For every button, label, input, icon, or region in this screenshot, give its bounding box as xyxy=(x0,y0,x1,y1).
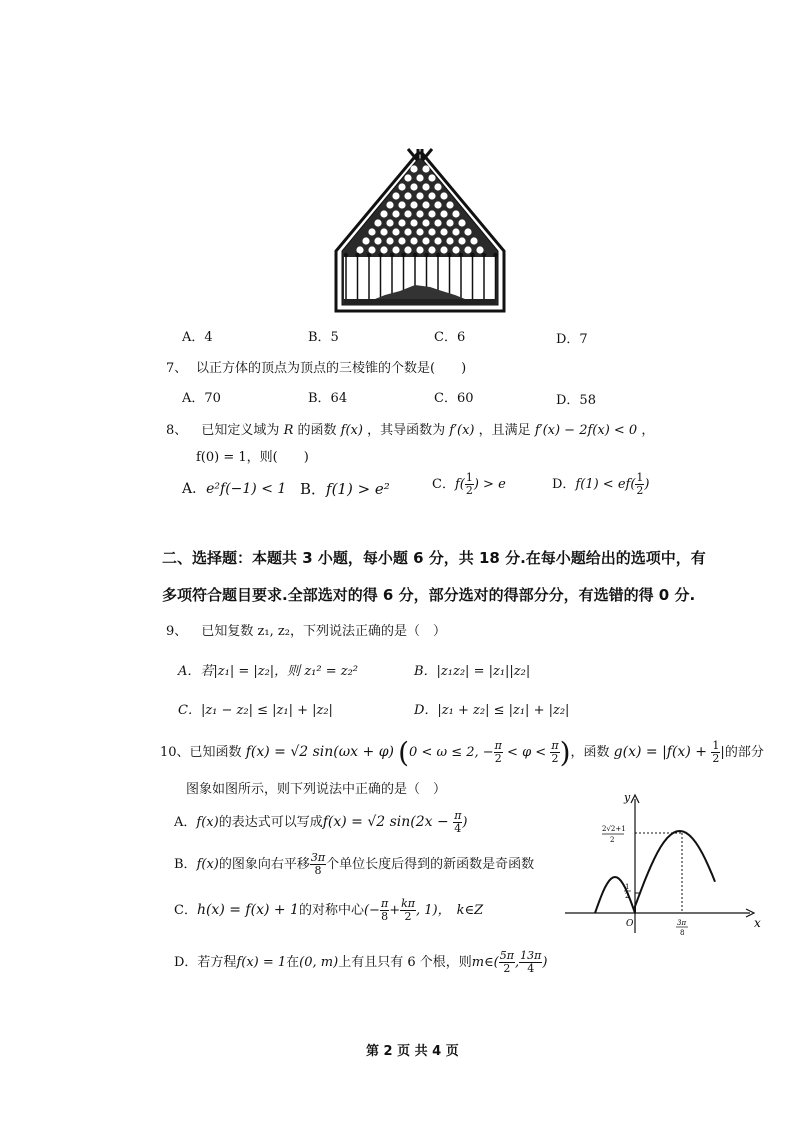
peg xyxy=(452,210,459,217)
peg xyxy=(452,228,459,235)
q10-a-expr: f(x) = √2 sin(2x − xyxy=(322,814,454,830)
q10-text-a: 已知函数 xyxy=(189,745,242,760)
frac-den: 2 xyxy=(494,752,502,765)
q10-b-text2: 个单位长度后得到的新函数是奇函数 xyxy=(326,857,535,872)
q10-option-b xyxy=(174,852,534,877)
peg xyxy=(422,183,429,190)
q10-d-text2: 上有且只有 6 个根，则 xyxy=(338,955,472,970)
frac-num: kπ xyxy=(401,897,415,910)
peg xyxy=(356,246,363,253)
peg xyxy=(434,201,441,208)
q8-option-d xyxy=(552,472,649,497)
slot-peg xyxy=(413,253,417,257)
q8-ineq: f′(x) − 2f(x) < 0 xyxy=(534,423,638,438)
q10-text-b: ，函数 xyxy=(570,745,610,760)
frac-den: 4 xyxy=(454,822,462,835)
peg xyxy=(404,210,411,217)
q7-option-a: A．70 xyxy=(182,391,221,406)
peg xyxy=(416,192,423,199)
slot-peg xyxy=(459,253,463,257)
q8-option-a xyxy=(182,478,286,498)
q10-c-frac2 xyxy=(400,898,416,923)
peg xyxy=(368,246,375,253)
slot-peg xyxy=(493,253,497,257)
peg xyxy=(428,228,435,235)
q8-R: R xyxy=(283,423,294,438)
peg xyxy=(398,183,405,190)
q10-a-end: ) xyxy=(462,815,468,830)
q10-d-end: ) xyxy=(542,955,548,970)
q8-d-label: D． xyxy=(552,477,576,492)
peg xyxy=(404,246,411,253)
frac-den: 2 xyxy=(404,910,412,923)
q9-option-d: D．|z₁ + z₂| ≤ |z₁| + |z₂| xyxy=(414,703,570,718)
peg xyxy=(464,246,471,253)
q9-option-c: C．|z₁ − z₂| ≤ |z₁| + |z₂| xyxy=(178,703,333,718)
peg xyxy=(428,210,435,217)
q10-d-frac1 xyxy=(499,950,515,975)
peg xyxy=(410,219,417,226)
q6-option-d: D．7 xyxy=(556,332,588,347)
peg xyxy=(380,210,387,217)
q10-option-c: C．h(x) = f(x) + 1的对称中心(− $\frac{\pi}{8}$ + $\frac{k\pi}{2}$ , 1)， k∈Z xyxy=(174,897,484,923)
q10-d-label: D．若方程 xyxy=(174,955,237,970)
q8-text-4: ，且满足 xyxy=(478,423,531,438)
peg xyxy=(446,219,453,226)
peg xyxy=(422,201,429,208)
slot-peg xyxy=(344,253,348,257)
q8-d-pre: f(1) < ef( xyxy=(575,477,636,492)
q8-c-frac xyxy=(465,472,474,497)
origin-label: O xyxy=(626,919,634,929)
q10-cond2: < φ < xyxy=(502,745,551,760)
galton-board-figure xyxy=(330,135,510,315)
peg xyxy=(392,246,399,253)
peg xyxy=(374,219,381,226)
q8-c-label: C． xyxy=(432,477,455,492)
q8-number: 8、 xyxy=(166,423,188,438)
peg xyxy=(404,174,411,181)
q6-option-c: C．6 xyxy=(434,330,466,345)
slot-peg xyxy=(390,253,394,257)
q10-a-text: 的表达式可以写成 xyxy=(218,815,323,830)
peg xyxy=(380,228,387,235)
peg xyxy=(428,192,435,199)
peg xyxy=(392,228,399,235)
x-axis-label: x xyxy=(754,916,761,930)
peg xyxy=(428,246,435,253)
q10-gdef-end: | xyxy=(720,745,725,760)
q7-number: 7、 xyxy=(166,361,188,376)
q10-b-frac xyxy=(310,852,326,877)
frac-num: π xyxy=(494,739,502,752)
q10-function-graph xyxy=(560,785,770,945)
peg xyxy=(398,219,405,226)
q10-d-interval: (0, m) xyxy=(299,955,339,970)
frac-den: 2 xyxy=(503,962,511,975)
peg xyxy=(410,237,417,244)
frac-num: 5π xyxy=(499,949,514,962)
q10-c-hx: h(x) = f(x) + 1 xyxy=(196,902,299,918)
peg xyxy=(410,201,417,208)
frac-num: 1 xyxy=(465,471,473,484)
q9-option-b: B．|z₁z₂| = |z₁||z₂| xyxy=(414,664,531,679)
peg xyxy=(446,201,453,208)
peg xyxy=(422,165,429,172)
slot-peg xyxy=(436,253,440,257)
q7-option-c: C．60 xyxy=(434,391,474,406)
x-tick-num: 3π xyxy=(677,919,687,927)
q10-b-label: B． xyxy=(174,857,197,872)
peak-label-num: 2√2+1 xyxy=(602,825,626,833)
q10-cond-frac2 xyxy=(550,740,559,765)
q10-number: 10、 xyxy=(160,745,190,760)
q8-b-expr: f(1) > e² xyxy=(326,480,390,498)
q10-d-frac2 xyxy=(519,950,542,975)
peg xyxy=(458,219,465,226)
peg xyxy=(440,192,447,199)
q8-c-pre: f( xyxy=(454,477,465,492)
q8-text-1: 已知定义域为 xyxy=(201,423,280,438)
q10-text-c: 的部分 xyxy=(724,745,764,760)
peg xyxy=(410,165,417,172)
q8-text-2: 的函数 xyxy=(297,423,337,438)
frac-num: 1 xyxy=(712,739,720,752)
peg xyxy=(446,237,453,244)
slot-peg xyxy=(470,253,474,257)
frac-num: π xyxy=(454,809,462,822)
peg xyxy=(422,219,429,226)
q9-option-a: A．若|z₁| = |z₂|，则 z₁² = z₂² xyxy=(178,664,359,679)
q10-a-fx: f(x) xyxy=(196,815,219,830)
page-footer: 第 2 页 共 4 页 xyxy=(366,1044,459,1059)
q7-option-d: D．58 xyxy=(556,393,596,408)
frac-den: 8 xyxy=(381,910,389,923)
peg xyxy=(392,192,399,199)
peg xyxy=(458,237,465,244)
q10-c-k: k∈Z xyxy=(456,903,484,918)
peg xyxy=(398,237,405,244)
section2-line2: 多项符合题目要求.全部选对的得 6 分，部分选对的得部分分，有选错的得 0 分. xyxy=(162,586,696,604)
q9-number: 9、 xyxy=(166,624,188,639)
section2-line1: 二、选择题：本题共 3 小题，每小题 6 分，共 18 分.在每小题给出的选项中，有 xyxy=(162,549,706,567)
peg xyxy=(392,210,399,217)
frac-den: 4 xyxy=(527,962,535,975)
q10-rparen-icon: ) xyxy=(559,736,571,769)
q6-option-a: A．4 xyxy=(182,330,213,345)
peg xyxy=(380,246,387,253)
half-label-num: 1 xyxy=(625,883,630,891)
q10-stem xyxy=(160,736,764,769)
q10-c-frac1 xyxy=(380,898,389,923)
frac-den: 2 xyxy=(551,752,559,765)
q7-option-b: B．64 xyxy=(308,391,348,406)
peg xyxy=(404,228,411,235)
frac-den: 2 xyxy=(465,484,473,497)
half-label-den: 2 xyxy=(625,892,630,900)
q10-option-d: D．若方程f(x) = 1在(0, m)上有且只有 6 个根，则m∈( $\frac{5\pi}{2}$ , $\frac{13\pi}{4}$ ) xyxy=(174,949,548,975)
peg xyxy=(386,201,393,208)
q10-c-text: 的对称中心 xyxy=(298,903,364,918)
peg xyxy=(386,237,393,244)
q10-cond: 0 < ω ≤ 2, − xyxy=(409,745,494,760)
peg xyxy=(464,228,471,235)
q9-text: 已知复数 z₁, z₂，下列说法正确的是（ ） xyxy=(201,624,446,639)
frac-num: 13π xyxy=(520,949,542,962)
q10-d-text: 在 xyxy=(286,955,300,970)
peg xyxy=(440,228,447,235)
peg xyxy=(398,201,405,208)
q8-a-label: A． xyxy=(182,481,207,497)
peg xyxy=(422,237,429,244)
peg xyxy=(416,174,423,181)
q8-a-expr: e²f(−1) < 1 xyxy=(206,481,287,497)
peg xyxy=(362,237,369,244)
frac-num: π xyxy=(380,897,389,910)
peak-label-den: 2 xyxy=(610,836,615,844)
q10-d-m: m∈( xyxy=(471,955,499,970)
peg xyxy=(410,183,417,190)
slot-peg xyxy=(447,253,451,257)
q8-text-3: ，其导函数为 xyxy=(367,423,446,438)
slot-peg xyxy=(424,253,428,257)
slot-peg xyxy=(401,253,405,257)
q8-b-label: B． xyxy=(300,480,327,498)
slot-peg xyxy=(355,253,359,257)
slot-peg xyxy=(367,253,371,257)
q8-d-post: ) xyxy=(644,477,650,492)
x-tick-den: 8 xyxy=(680,929,685,937)
q8-line2: f(0) = 1，则( ) xyxy=(196,450,309,465)
frac-den: 8 xyxy=(314,864,322,877)
q10-gdef: g(x) = |f(x) + xyxy=(613,744,712,760)
q9-stem xyxy=(166,620,446,639)
q8-c-post: ) > e xyxy=(473,477,506,492)
frac-num: 3π xyxy=(310,851,326,864)
slot-peg xyxy=(482,253,486,257)
frac-den: 2 xyxy=(636,484,644,497)
peg xyxy=(374,237,381,244)
peg xyxy=(440,210,447,217)
q8-option-c xyxy=(432,472,506,497)
q8-fx: f(x) xyxy=(340,423,363,438)
peg xyxy=(416,246,423,253)
q10-cond-frac1 xyxy=(494,740,503,765)
peg xyxy=(434,183,441,190)
q10-a-label: A． xyxy=(174,815,197,830)
frac-den: 2 xyxy=(712,752,720,765)
q7-stem: 以正方体的顶点为顶点的三棱锥的个数是( ) xyxy=(196,361,467,376)
frac-num: π xyxy=(551,739,559,752)
q10-line2: 图象如图所示，则下列说法中正确的是（ ） xyxy=(186,782,447,797)
peg xyxy=(368,228,375,235)
q8-stem xyxy=(166,419,654,438)
peg xyxy=(434,237,441,244)
q10-c-label: C． xyxy=(174,903,197,918)
peg xyxy=(386,219,393,226)
peg xyxy=(416,228,423,235)
q10-b-text: 的图象向右平移 xyxy=(218,857,310,872)
q8-fpx: f′(x) xyxy=(449,423,475,438)
peg xyxy=(428,174,435,181)
q10-fdef: f(x) = √2 sin(ωx + φ) xyxy=(245,744,394,760)
q8-option-b xyxy=(300,478,390,499)
q10-b-fx: f(x) xyxy=(196,857,219,872)
y-axis-label: y xyxy=(624,791,631,804)
peg xyxy=(404,192,411,199)
q10-c-open: (− xyxy=(363,903,380,918)
peg xyxy=(416,210,423,217)
q10-c-close: , 1)， xyxy=(416,903,451,918)
frac-num: 1 xyxy=(636,471,644,484)
q10-option-a xyxy=(174,810,468,835)
peg xyxy=(440,246,447,253)
q8-text-5: ， xyxy=(641,423,655,438)
q10-lparen-icon: ( xyxy=(398,736,410,769)
q10-d-eq: f(x) = 1 xyxy=(236,955,287,970)
peg xyxy=(476,246,483,253)
slot-peg xyxy=(378,253,382,257)
peg xyxy=(434,219,441,226)
peg xyxy=(452,246,459,253)
q6-option-b: B．5 xyxy=(308,330,339,345)
peg xyxy=(470,237,477,244)
